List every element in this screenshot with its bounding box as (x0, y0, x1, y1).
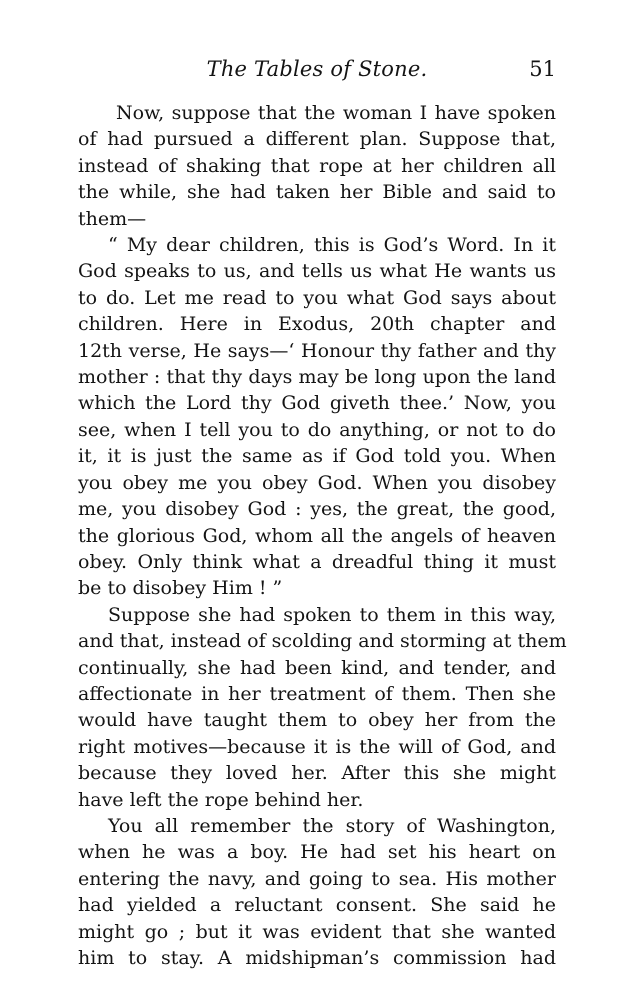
text-line: have left the rope behind her. (78, 788, 364, 811)
text-line: God speaks to us, and tells us what He wants us (78, 260, 556, 283)
text-line: affectionate in her treatment of them. Then she (78, 682, 556, 705)
paragraph-2 (78, 232, 556, 602)
text-line: see, when I tell you to do anything, or not to do (78, 418, 556, 441)
text-line: had yielded a reluctant consent. She said he (78, 894, 556, 917)
text-line: obey. Only think what a dreadful thing it must (78, 550, 556, 573)
text-line: children. Here in Exodus, 20th chapter and (78, 313, 556, 336)
text-line: You all remember the story of Washington, (108, 814, 556, 837)
text-line: you obey me you obey God. When you disobey (78, 471, 556, 494)
text-line: and that, instead of scolding and storming at them (78, 630, 567, 653)
text-line: when he was a boy. He had set his heart on (78, 841, 556, 864)
text-line: would have taught them to obey her from the (78, 709, 556, 732)
text-line: right motives—because it is the will of God, and (78, 735, 556, 758)
running-title: The Tables of Stone. (206, 57, 428, 81)
text-line: to do. Let me read to you what God says about (78, 286, 556, 309)
paragraph-4 (78, 813, 556, 971)
text-line: Suppose she had spoken to them in this way, (108, 603, 556, 626)
running-head (78, 52, 556, 88)
text-line: “ My dear children, this is God’s Word. In it (108, 234, 556, 257)
paragraph-3 (78, 602, 567, 813)
text-line: continually, she had been kind, and tender, and (78, 656, 556, 679)
text-line: be to disobey Him ! ” (78, 577, 283, 600)
text-line: me, you disobey God : yes, the great, the good, (78, 498, 556, 521)
text-line: Now, suppose that the woman I have spoken (116, 102, 556, 124)
text-line: which the Lord thy God giveth thee.’ Now, you (78, 392, 556, 415)
text-line: the glorious God, whom all the angels of heaven (78, 524, 556, 547)
text-line: entering the navy, and going to sea. His mother (78, 867, 556, 890)
text-line: 12th verse, He says—‘ Honour thy father and thy (78, 339, 556, 362)
page-number: 51 (529, 57, 556, 81)
body-text (78, 100, 567, 971)
book-page (78, 52, 567, 971)
text-line: mother : that thy days may be long upon the land (78, 366, 556, 389)
text-line: him to stay. A midshipman’s commission had (78, 947, 556, 969)
text-line: because they loved her. After this she might (78, 762, 556, 785)
text-line: might go ; but it was evident that she wanted (78, 920, 556, 943)
text-line: instead of shaking that rope at her children all (78, 154, 556, 177)
text-line: of had pursued a different plan. Suppose that, (78, 128, 556, 151)
paragraph-1 (78, 100, 556, 232)
text-line: it, it is just the same as if God told you. When (78, 445, 556, 468)
text-line: them— (78, 207, 147, 230)
text-line: the while, she had taken her Bible and said to (78, 181, 556, 204)
